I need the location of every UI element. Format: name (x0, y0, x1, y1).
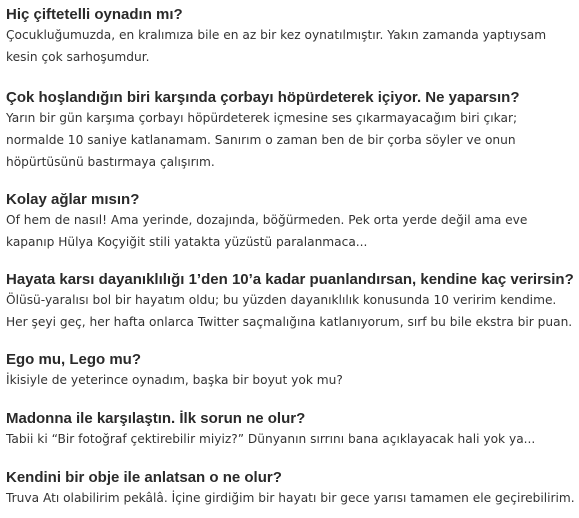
answer-text (6, 369, 343, 391)
answer-line: Ölüsü-yaralısı bol bir hayatım oldu; bu yüzden dayanıklılık konusunda 10 veririm kendime. (6, 293, 557, 307)
answer-line: normalde 10 saniye katlanamam. Sanırım o zaman ben de bir çorba söyler ve onun (6, 133, 516, 147)
answer-text (6, 209, 527, 253)
qa-block (6, 350, 343, 391)
qa-block (6, 468, 575, 509)
answer-line: Çocukluğumuzda, en kralımıza bile en az bir kez oynatılmıştır. Yakın zamanda yaptıysam (6, 28, 547, 42)
answer-line: İkisiyle de yeterince oynadım, başka bir boyut yok mu? (6, 373, 343, 387)
question-heading: Kendini bir obje ile anlatsan o ne olur? (6, 469, 282, 486)
question-heading: Madonna ile karşılaştın. İlk sorun ne olur? (6, 410, 306, 427)
answer-line: Her şeyi geç, her hafta onlarca Twitter saçmalığına katlanıyorum, sırf bu bile ekstra bir puan. (6, 315, 573, 329)
answer-line: kesin çok sarhoşumdur. (6, 50, 150, 64)
answer-line: Of hem de nasıl! Ama yerinde, dozajında, böğürmeden. Pek orta yerde değil ama eve (6, 213, 528, 227)
qa-block (6, 88, 519, 173)
answer-line: kapanıp Hülya Koçyiğit stili yatakta yüzüstü paralanmaca... (6, 235, 368, 249)
question-heading: Ego mu, Lego mu? (6, 351, 141, 368)
answer-line: Yarın bir gün karşıma çorbayı höpürdeterek içmesine ses çıkarmayacağım biri çıkar; (6, 111, 518, 125)
question-heading: Kolay ağlar mısın? (6, 191, 140, 208)
answer-text (6, 24, 546, 68)
qa-block (6, 5, 546, 68)
answer-text (6, 487, 575, 509)
qa-block (6, 409, 535, 450)
question-heading: Hayata karsı dayanıklılığı 1’den 10’a kadar puanlandırsan, kendine kaç verirsin? (6, 271, 574, 288)
answer-line: Truva Atı olabilirim pekâlâ. İçine girdiğim bir hayatı bir gece yarısı tamamen ele geçirebilirim. (6, 491, 575, 505)
answer-text (6, 107, 519, 173)
answer-text (6, 428, 535, 450)
answer-text (6, 289, 574, 333)
question-heading: Çok hoşlandığın biri karşında çorbayı höpürdeterek içiyor. Ne yaparsın? (6, 89, 520, 106)
question-heading: Hiç çiftetelli oynadın mı? (6, 6, 183, 23)
answer-line: höpürtüsünü bastırmaya çalışırım. (6, 155, 215, 169)
answer-line: Tabii ki “Bir fotoğraf çektirebilir miyiz?” Dünyanın sırrını bana açıklayacak hali yok ya... (6, 432, 536, 446)
qa-block (6, 270, 574, 333)
qa-block (6, 190, 527, 253)
